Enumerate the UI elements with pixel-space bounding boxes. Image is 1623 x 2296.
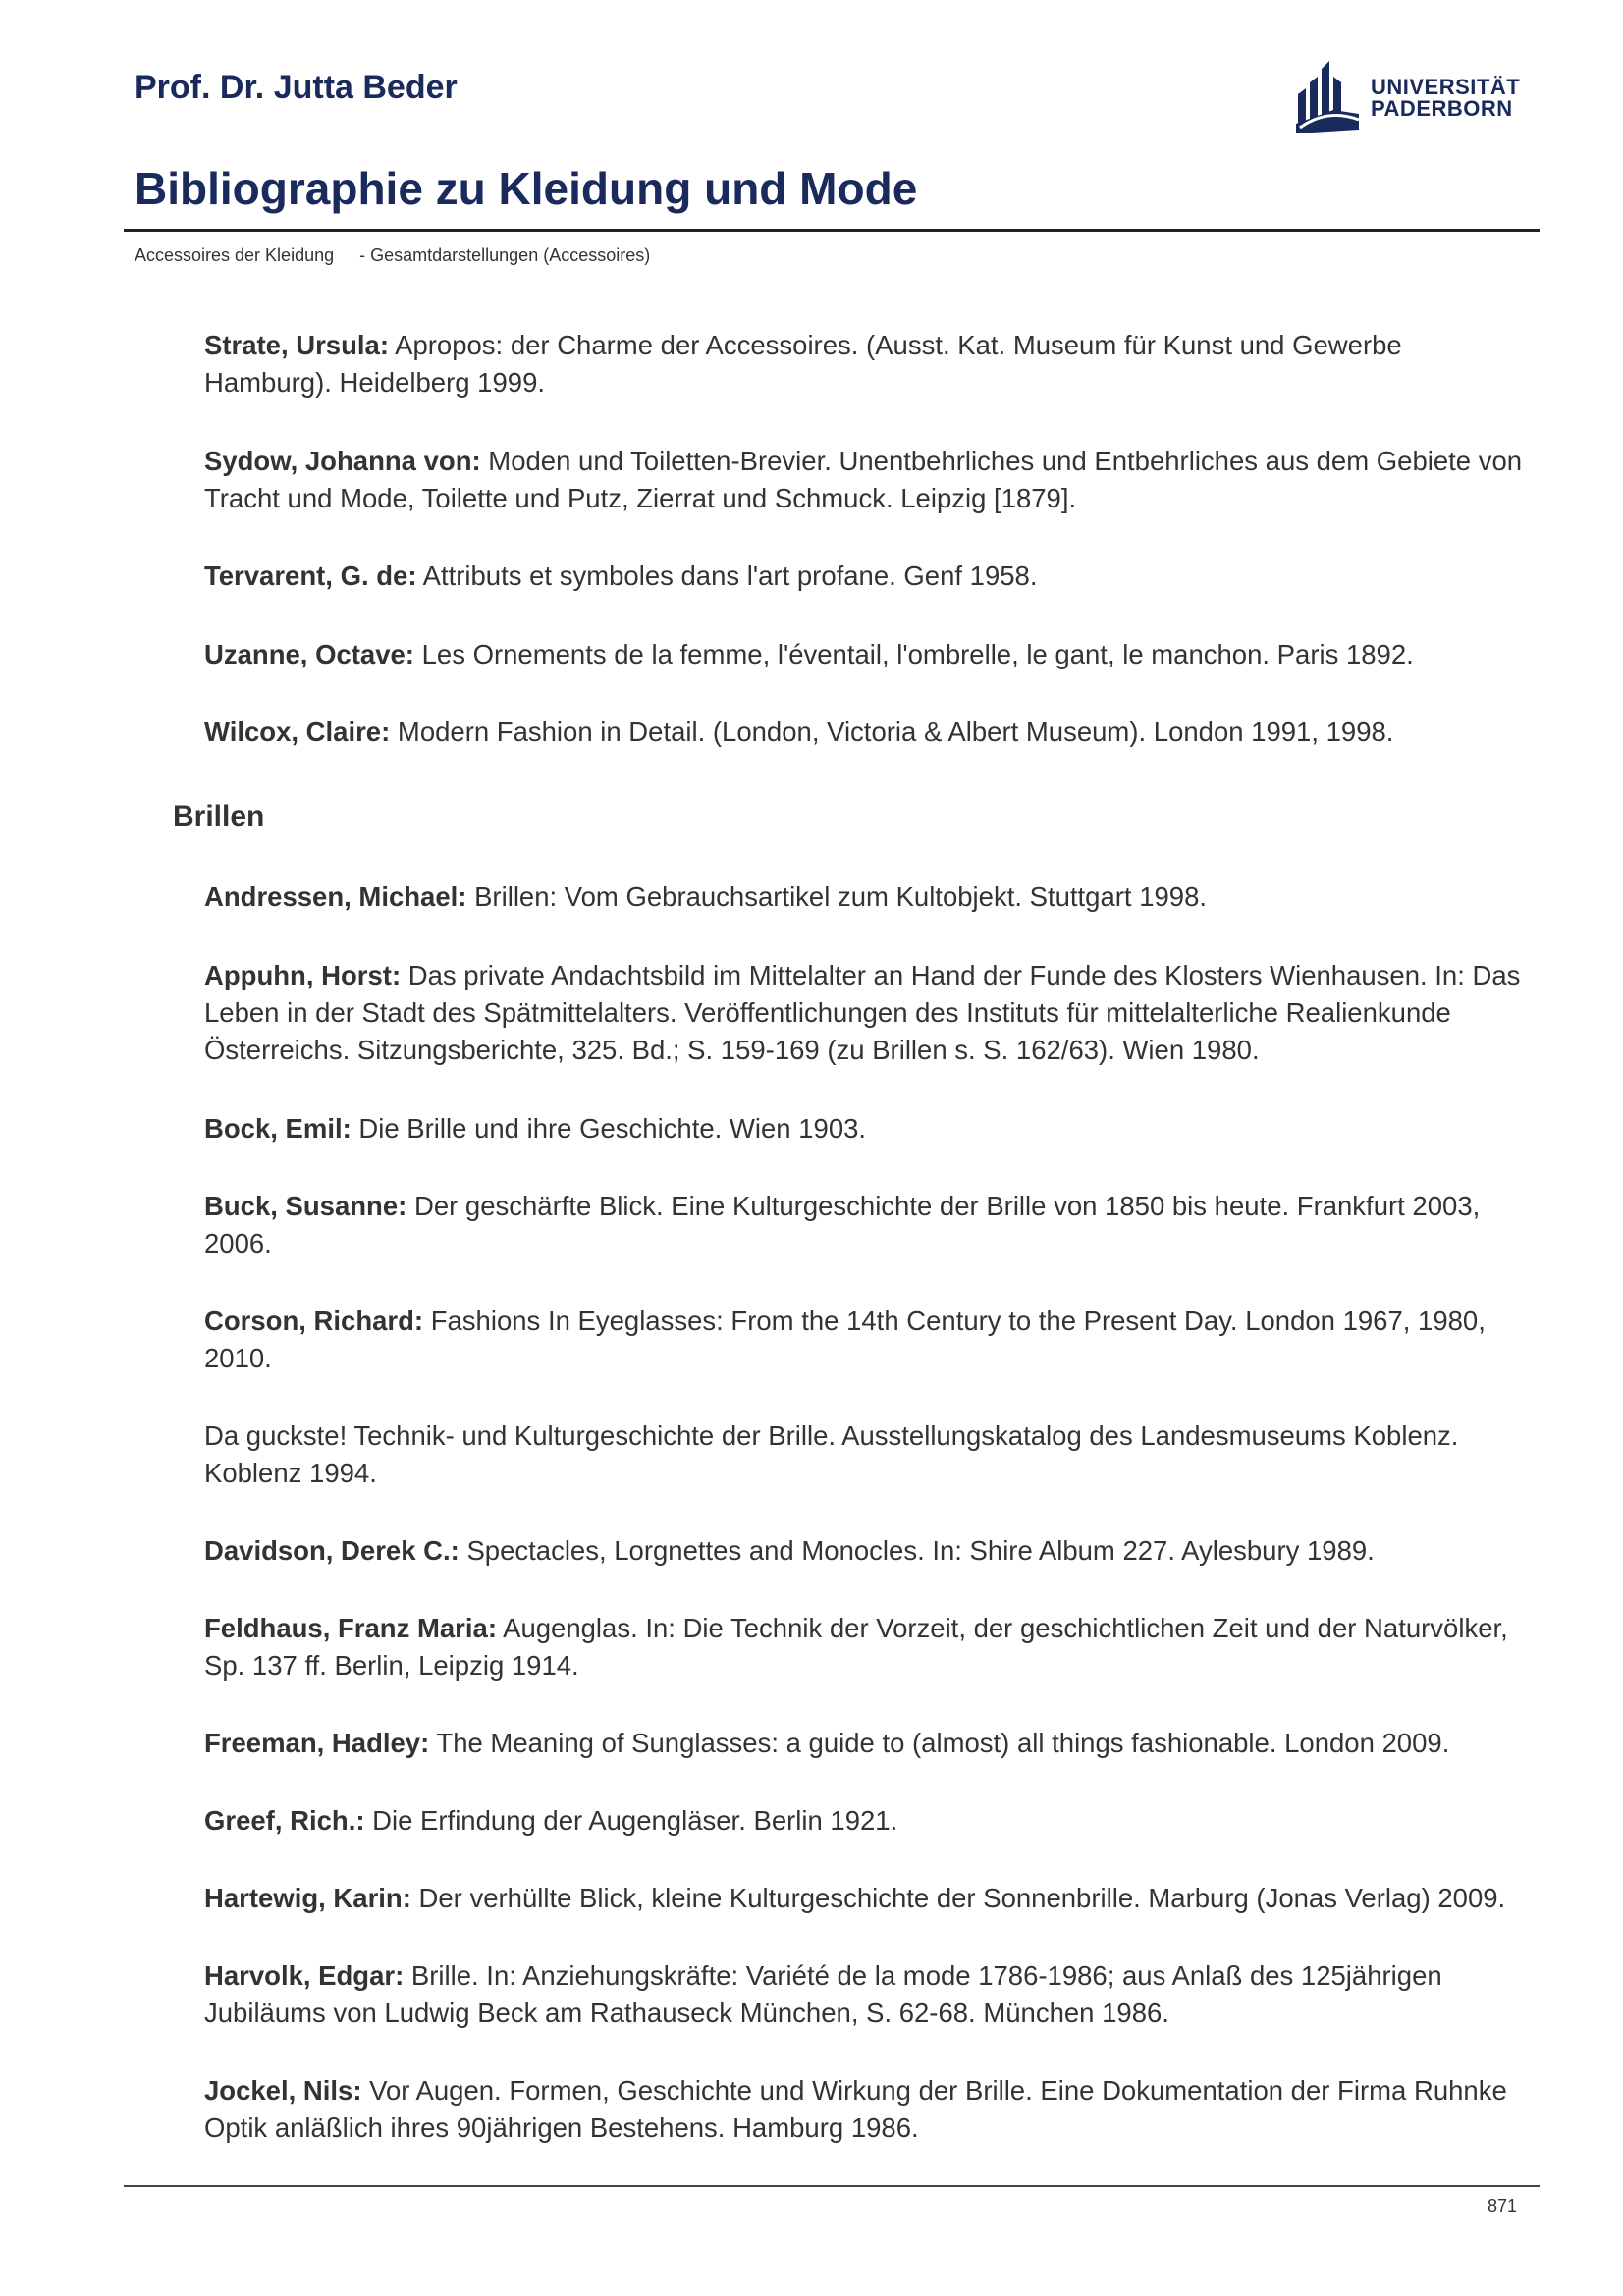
bib-author: Bock, Emil: — [204, 1113, 352, 1144]
bib-author: Andressen, Michael: — [204, 881, 467, 912]
title-divider — [124, 229, 1540, 232]
bib-text: Brille. In: Anziehungskräfte: Variété de la mode 1786-1986; aus Anlaß des 125jährigen Jubiläums von Ludwig Beck am Rathauseck München, S. 62-68. München 1986. — [204, 1960, 1442, 2028]
bib-author: Tervarent, G. de: — [204, 561, 417, 591]
logo-wordmark — [1371, 77, 1520, 120]
bib-text: Augenglas. In: Die Technik der Vorzeit, der geschichtlichen Zeit und der Naturvölker, Sp. 137 ff. Berlin, Leipzig 1914. — [204, 1613, 1508, 1681]
university-logo — [1294, 51, 1530, 133]
bib-author: Jockel, Nils: — [204, 2075, 362, 2106]
bib-text: Apropos: der Charme der Accessoires. (Ausst. Kat. Museum für Kunst und Gewerbe Hamburg). Heidelberg 1999. — [204, 330, 1402, 398]
bib-text: Vor Augen. Formen, Geschichte und Wirkung der Brille. Eine Dokumentation der Firma Ruhnke Optik anläßlich ihres 90jährigen Bestehens. Hamburg 1986. — [204, 2075, 1507, 2143]
bib-author: Uzanne, Octave: — [204, 639, 414, 669]
breadcrumb-part-1: Accessoires der Kleidung — [135, 245, 335, 265]
section-heading: Brillen — [173, 800, 265, 832]
logo-line-2: PADERBORN — [1371, 96, 1513, 121]
university-logo-icon — [1294, 51, 1363, 133]
bib-text: Der verhüllte Blick, kleine Kulturgeschichte der Sonnenbrille. Marburg (Jonas Verlag) 2009. — [410, 1883, 1506, 1913]
bib-text: Brillen: Vom Gebrauchsartikel zum Kultobjekt. Stuttgart 1998. — [466, 881, 1208, 912]
bib-text: The Meaning of Sunglasses: a guide to (almost) all things fashionable. London 2009. — [429, 1728, 1450, 1758]
bib-entry — [204, 1880, 1525, 1917]
footer-divider — [124, 2185, 1540, 2187]
logo-line-1: UNIVERSITÄT — [1371, 75, 1521, 99]
bib-author: Sydow, Johanna von: — [204, 446, 481, 476]
bib-author: Strate, Ursula: — [204, 330, 389, 360]
bib-text: Die Brille und ihre Geschichte. Wien 1903. — [351, 1113, 867, 1144]
bib-entry — [204, 443, 1525, 517]
bib-entry — [204, 2072, 1525, 2147]
bib-author: Freeman, Hadley: — [204, 1728, 430, 1758]
bib-author: Corson, Richard: — [204, 1306, 424, 1336]
bib-entry — [204, 1610, 1525, 1684]
bib-author: Davidson, Derek C.: — [204, 1535, 460, 1566]
author-name: Prof. Dr. Jutta Beder — [135, 69, 458, 106]
bib-entry — [204, 879, 1525, 916]
bib-entry — [204, 1957, 1525, 2032]
bib-text: Moden und Toiletten-Brevier. Unentbehrliches und Entbehrliches aus dem Gebiete von Tracht und Mode, Toilette und Putz, Zierrat und Schmuck. Leipzig [1879]. — [204, 446, 1523, 513]
bib-author: Wilcox, Claire: — [204, 717, 391, 747]
bib-entry — [204, 1303, 1525, 1377]
breadcrumb — [135, 245, 650, 266]
bib-text: Modern Fashion in Detail. (London, Victoria & Albert Museum). London 1991, 1998. — [390, 717, 1394, 747]
page-number: 871 — [1488, 2196, 1518, 2216]
breadcrumb-part-2: - Gesamtdarstellungen (Accessoires) — [359, 245, 651, 265]
bib-entry — [204, 1110, 1525, 1148]
bib-entry — [204, 1188, 1525, 1262]
bib-entry — [204, 327, 1525, 401]
document-title: Bibliographie zu Kleidung und Mode — [135, 163, 918, 214]
bib-author: Harvolk, Edgar: — [204, 1960, 405, 1991]
bib-text: Da guckste! Technik- und Kulturgeschichte der Brille. Ausstellungskatalog des Landesmuseums Koblenz. Koblenz 1994. — [204, 1420, 1459, 1488]
bib-author: Feldhaus, Franz Maria: — [204, 1613, 497, 1643]
bib-text: Der geschärfte Blick. Eine Kulturgeschichte der Brille von 1850 bis heute. Frankfurt 2003, 2006. — [204, 1191, 1481, 1258]
bib-entry — [204, 636, 1525, 673]
bib-author: Greef, Rich.: — [204, 1805, 365, 1836]
bib-entry — [204, 558, 1525, 595]
bib-entry — [204, 1532, 1525, 1570]
bib-text: Attributs et symboles dans l'art profane. Genf 1958. — [416, 561, 1038, 591]
bib-author: Appuhn, Horst: — [204, 960, 402, 990]
bib-entry — [204, 714, 1525, 751]
bib-entry — [204, 1725, 1525, 1762]
bib-text: Das private Andachtsbild im Mittelalter an Hand der Funde des Klosters Wienhausen. In: Das Leben in der Stadt des Spätmittelalters. Veröffentlichungen des Instituts für mittelalterliche Realienkunde Österreichs. Sitzungsberichte, 325. Bd.; S. 159-169 (zu Brillen s. S. 162/63). Wien 1980. — [204, 960, 1521, 1065]
bib-author: Buck, Susanne: — [204, 1191, 407, 1221]
bib-entry — [204, 1802, 1525, 1840]
bib-text: Les Ornements de la femme, l'éventail, l'ombrelle, le gant, le manchon. Paris 1892. — [413, 639, 1414, 669]
bib-entry — [204, 957, 1525, 1069]
bib-entry — [204, 1417, 1525, 1492]
bib-author: Hartewig, Karin: — [204, 1883, 411, 1913]
bib-text: Fashions In Eyeglasses: From the 14th Century to the Present Day. London 1967, 1980, 2010. — [204, 1306, 1486, 1373]
bib-text: Die Erfindung der Augengläser. Berlin 1921. — [364, 1805, 898, 1836]
bib-text: Spectacles, Lorgnettes and Monocles. In: Shire Album 227. Aylesbury 1989. — [459, 1535, 1375, 1566]
